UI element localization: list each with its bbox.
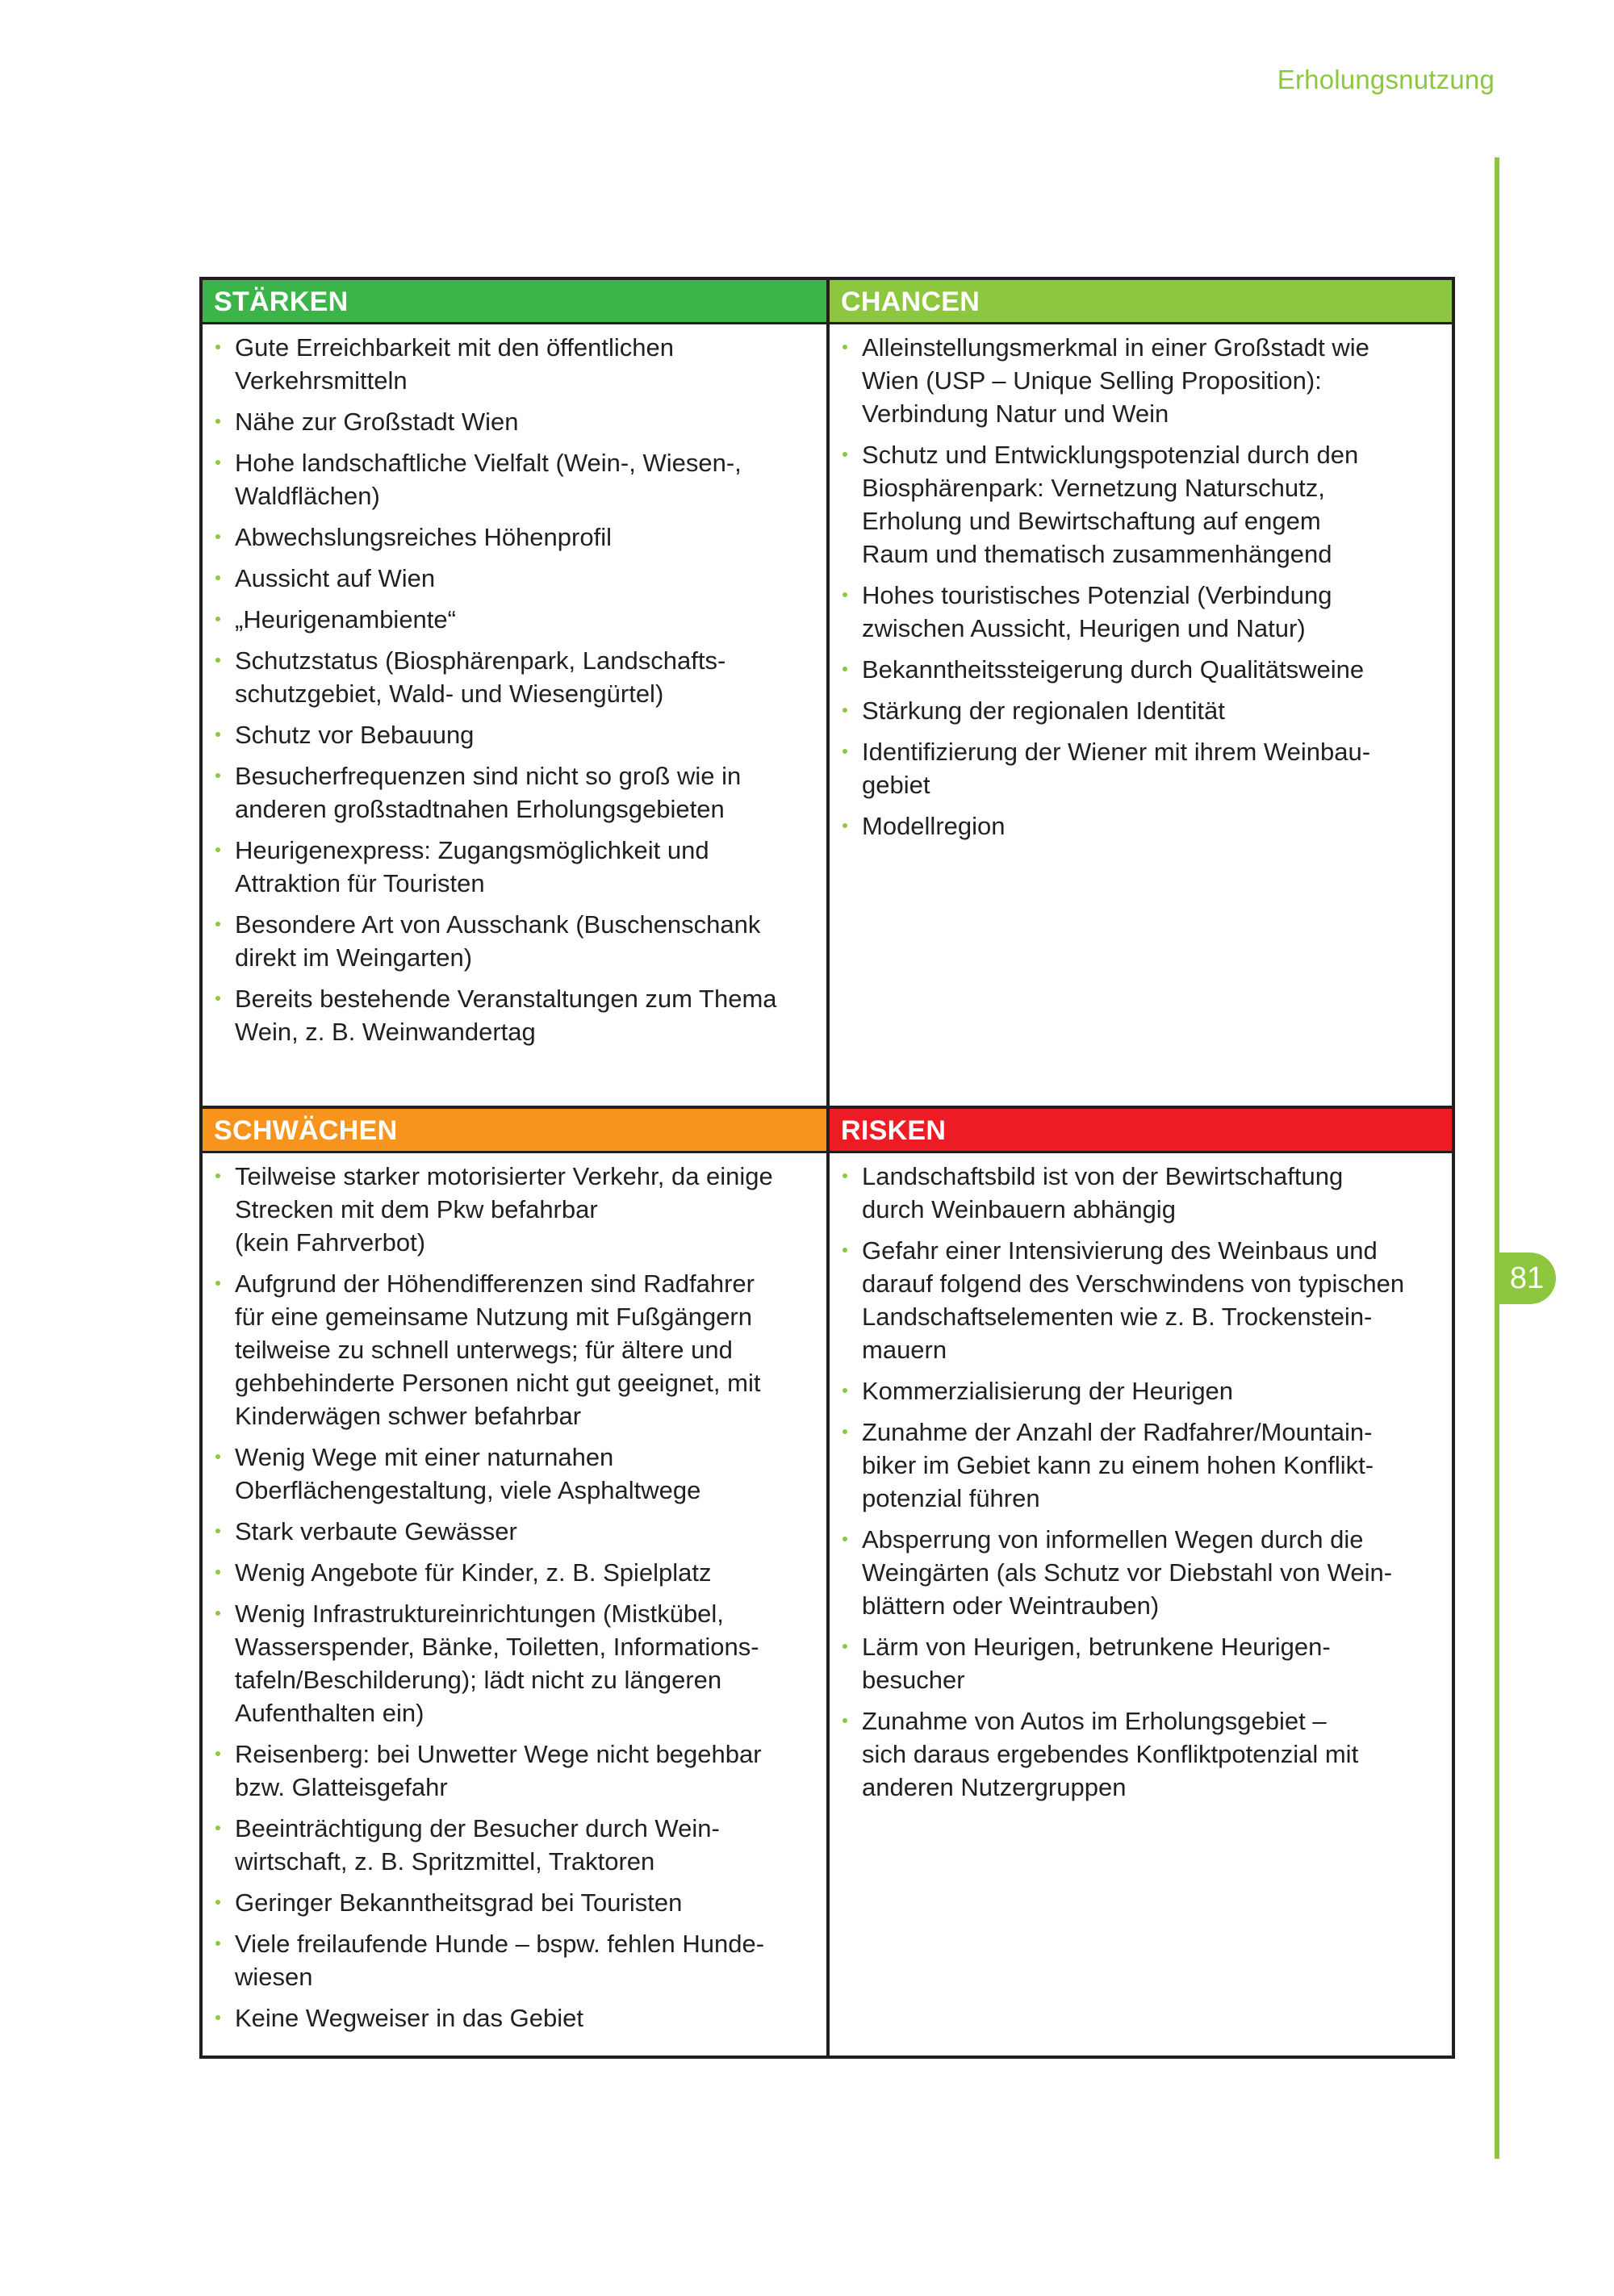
list-item-text: Abwechslungsreiches Höhenprofil — [235, 523, 612, 551]
list-item-text: Beeinträchtigung der Besucher durch Wein- wirtschaft, z. B. Spritzmittel, Traktoren — [235, 1814, 720, 1876]
list-item-text: Teilweise starker motorisierter Verkehr, da einige Strecken mit dem Pkw befahrbar (kein Fahrverbot) — [235, 1162, 773, 1257]
list-item-text: Stark verbaute Gewässer — [235, 1517, 517, 1545]
list-item-text: Heurigenexpress: Zugangsmöglichkeit und Attraktion für Touristen — [235, 836, 709, 897]
list-item — [235, 331, 810, 397]
list-item — [235, 908, 810, 974]
list-item-text: „Heurigenambiente“ — [235, 605, 456, 634]
list-item-text: Zunahme der Anzahl der Radfahrer/Mountain- biker im Gebiet kann zu einem hohen Konflikt- potenzial führen — [862, 1418, 1374, 1512]
list-item-text: Landschaftsbild ist von der Bewirtschaftung durch Weinbauern abhängig — [862, 1162, 1344, 1223]
risken-header: RISKEN — [830, 1109, 1452, 1153]
list-item — [235, 759, 810, 826]
side-rule — [1495, 157, 1499, 2159]
list-item-text: Nähe zur Großstadt Wien — [235, 408, 519, 436]
list-item-text: Zunahme von Autos im Erholungsgebiet – sich daraus ergebendes Konfliktpotenzial mit anderen Nutzergruppen — [862, 1707, 1359, 1801]
staerken-list — [203, 324, 826, 1048]
list-item — [862, 579, 1436, 645]
chancen-header: CHANCEN — [830, 280, 1452, 324]
list-item — [235, 1556, 810, 1589]
list-item — [235, 603, 810, 636]
list-item — [235, 1738, 810, 1804]
list-item-text: Wenig Wege mit einer naturnahen Oberflächengestaltung, viele Asphaltwege — [235, 1443, 701, 1504]
list-item — [235, 1597, 810, 1729]
list-item-text: Hohe landschaftliche Vielfalt (Wein-, Wiesen-, Waldflächen) — [235, 449, 742, 510]
page-number-tab: 81 — [1495, 1253, 1556, 1304]
list-item — [862, 1416, 1436, 1515]
list-item — [235, 834, 810, 900]
list-item-text: Hohes touristisches Potenzial (Verbindung zwischen Aussicht, Heurigen und Natur) — [862, 581, 1332, 642]
schwaechen-list — [203, 1153, 826, 2035]
list-item — [235, 1515, 810, 1548]
list-item-text: Alleinstellungsmerkmal in einer Großstadt wie Wien (USP – Unique Selling Proposition): Verbindung Natur und Wein — [862, 333, 1369, 428]
list-item-text: Geringer Bekanntheitsgrad bei Touristen — [235, 1888, 683, 1917]
schwaechen-header: SCHWÄCHEN — [203, 1109, 826, 1153]
list-item-text: Besucherfrequenzen sind nicht so groß wie in anderen großstadtnahen Erholungsgebieten — [235, 762, 742, 823]
list-item-text: Kommerzialisierung der Heurigen — [862, 1377, 1234, 1405]
list-item-text: Aufgrund der Höhendifferenzen sind Radfahrer für eine gemeinsame Nutzung mit Fußgängern teilweise zu schnell unterwegs; für ältere und gehbehinderte Personen nicht gut geeignet, mit Kinderwägen schwer befahrbar — [235, 1269, 761, 1430]
list-item — [235, 446, 810, 512]
list-item-text: Stärkung der regionalen Identität — [862, 696, 1225, 725]
list-item — [235, 982, 810, 1048]
cell-chancen — [830, 280, 1452, 1106]
staerken-header: STÄRKEN — [203, 280, 826, 324]
list-item-text: Schutz und Entwicklungspotenzial durch den Biosphärenpark: Vernetzung Naturschutz, Erholung und Bewirtschaftung auf engem Raum und thematisch zusammenhängend — [862, 441, 1359, 568]
cell-staerken — [203, 280, 830, 1106]
list-item — [235, 718, 810, 751]
risken-list — [830, 1153, 1452, 1804]
list-item-text: Wenig Infrastruktureinrichtungen (Mistkübel, Wasserspender, Bänke, Toiletten, Informations- tafeln/Beschilderung); lädt nicht zu längeren Aufenthalten ein) — [235, 1600, 759, 1727]
list-item — [862, 1704, 1436, 1804]
list-item — [862, 694, 1436, 727]
list-item — [862, 438, 1436, 571]
list-item — [862, 1234, 1436, 1366]
list-item-text: Aussicht auf Wien — [235, 564, 436, 592]
list-item — [862, 809, 1436, 843]
list-item — [235, 644, 810, 710]
list-item-text: Gute Erreichbarkeit mit den öffentlichen Verkehrsmitteln — [235, 333, 674, 395]
list-item-text: Viele freilaufende Hunde – bspw. fehlen Hunde- wiesen — [235, 1930, 765, 1991]
cell-schwaechen — [203, 1109, 830, 2056]
list-item — [862, 1523, 1436, 1622]
list-item — [862, 1374, 1436, 1407]
list-item — [235, 1927, 810, 1993]
list-item — [862, 653, 1436, 686]
list-item-text: Keine Wegweiser in das Gebiet — [235, 2004, 583, 2032]
swot-table — [199, 277, 1455, 2059]
list-item-text: Modellregion — [862, 812, 1006, 840]
list-item — [235, 1160, 810, 1259]
list-item-text: Besondere Art von Ausschank (Buschenschank direkt im Weingarten) — [235, 910, 761, 972]
chancen-list — [830, 324, 1452, 843]
list-item-text: Bekanntheitssteigerung durch Qualitätsweine — [862, 655, 1365, 684]
list-item — [235, 562, 810, 595]
list-item-text: Identifizierung der Wiener mit ihrem Weinbau- gebiet — [862, 738, 1371, 799]
list-item — [235, 521, 810, 554]
swot-row-bottom — [203, 1106, 1452, 2056]
list-item — [862, 1630, 1436, 1696]
list-item — [235, 405, 810, 438]
running-header: Erholungsnutzung — [1277, 65, 1495, 94]
list-item — [235, 1886, 810, 1919]
list-item — [862, 735, 1436, 801]
swot-row-top — [203, 280, 1452, 1106]
list-item-text: Schutz vor Bebauung — [235, 721, 475, 749]
list-item — [235, 2001, 810, 2035]
list-item-text: Gefahr einer Intensivierung des Weinbaus und darauf folgend des Verschwindens von typischen Landschaftselementen wie z. B. Trockenstein- mauern — [862, 1236, 1405, 1364]
list-item-text: Reisenberg: bei Unwetter Wege nicht begehbar bzw. Glatteisgefahr — [235, 1740, 762, 1801]
list-item-text: Schutzstatus (Biosphärenpark, Landschafts- schutzgebiet, Wald- und Wiesengürtel) — [235, 646, 726, 708]
list-item-text: Absperrung von informellen Wegen durch die Weingärten (als Schutz vor Diebstahl von Wein- blättern oder Weintrauben) — [862, 1525, 1393, 1620]
list-item — [235, 1812, 810, 1878]
list-item-text: Lärm von Heurigen, betrunkene Heurigen- besucher — [862, 1633, 1331, 1694]
list-item — [862, 331, 1436, 430]
list-item-text: Bereits bestehende Veranstaltungen zum Thema Wein, z. B. Weinwandertag — [235, 985, 777, 1046]
list-item — [235, 1267, 810, 1432]
list-item — [235, 1441, 810, 1507]
list-item-text: Wenig Angebote für Kinder, z. B. Spielplatz — [235, 1558, 712, 1587]
list-item — [862, 1160, 1436, 1226]
cell-risken — [830, 1109, 1452, 2056]
